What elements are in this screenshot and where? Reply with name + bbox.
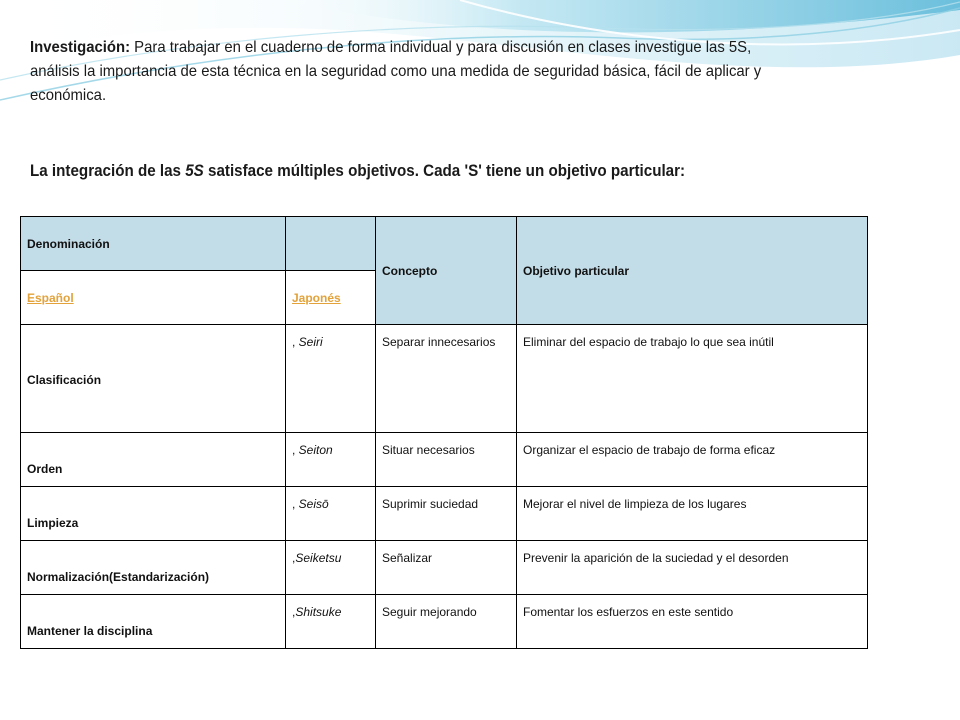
row-nombre: Limpieza [21,487,286,541]
header-japones-cell [286,271,376,325]
table-row [21,325,868,433]
row-objetivo: Fomentar los esfuerzos en este sentido [517,595,868,649]
header-objetivo: Objetivo particular [517,217,868,325]
header-japones-link[interactable]: Japonés [292,290,341,305]
table-header-row [21,217,868,271]
row-concepto: Señalizar [376,541,517,595]
intro-lead: Investigación: [30,39,131,56]
header-denominacion: Denominación [21,217,286,271]
intro-paragraph [30,36,802,108]
row-concepto: Separar innecesarios [376,325,517,433]
five-s-table [20,216,868,649]
row-japones: ,Seiketsu [286,541,376,595]
header-empty [286,217,376,271]
subtitle-after: satisface múltiples objetivos. Cada 'S' tiene un objetivo particular: [203,162,686,180]
row-japones: ,Shitsuke [286,595,376,649]
subtitle [30,162,821,181]
subtitle-emph: 5S [185,162,204,180]
row-objetivo: Mejorar el nivel de limpieza de los lugares [517,487,868,541]
row-objetivo: Organizar el espacio de trabajo de forma eficaz [517,433,868,487]
row-concepto: Suprimir suciedad [376,487,517,541]
table-row [21,487,868,541]
row-objetivo: Prevenir la aparición de la suciedad y el desorden [517,541,868,595]
row-japones: , Seiri [286,325,376,433]
header-espanol-cell [21,271,286,325]
row-concepto: Situar necesarios [376,433,517,487]
row-nombre: Orden [21,433,286,487]
subtitle-before: La integración de las [30,162,186,180]
table-row [21,541,868,595]
row-objetivo: Eliminar del espacio de trabajo lo que sea inútil [517,325,868,433]
row-nombre: Mantener la disciplina [21,595,286,649]
table-row [21,595,868,649]
row-japones: , Seiton [286,433,376,487]
row-nombre: Clasificación [21,325,286,433]
row-nombre: Normalización(Estandarización) [21,541,286,595]
header-concepto: Concepto [376,217,517,325]
header-espanol-link[interactable]: Español [27,290,74,305]
intro-text: Para trabajar en el cuaderno de forma individual y para discusión en clases investigue las 5S, análisis la importancia de esta técnica en la seguridad como una medida de seguridad básica, fácil de aplicar y económica. [30,39,762,104]
row-japones: , Seisō [286,487,376,541]
table-row [21,433,868,487]
row-concepto: Seguir mejorando [376,595,517,649]
